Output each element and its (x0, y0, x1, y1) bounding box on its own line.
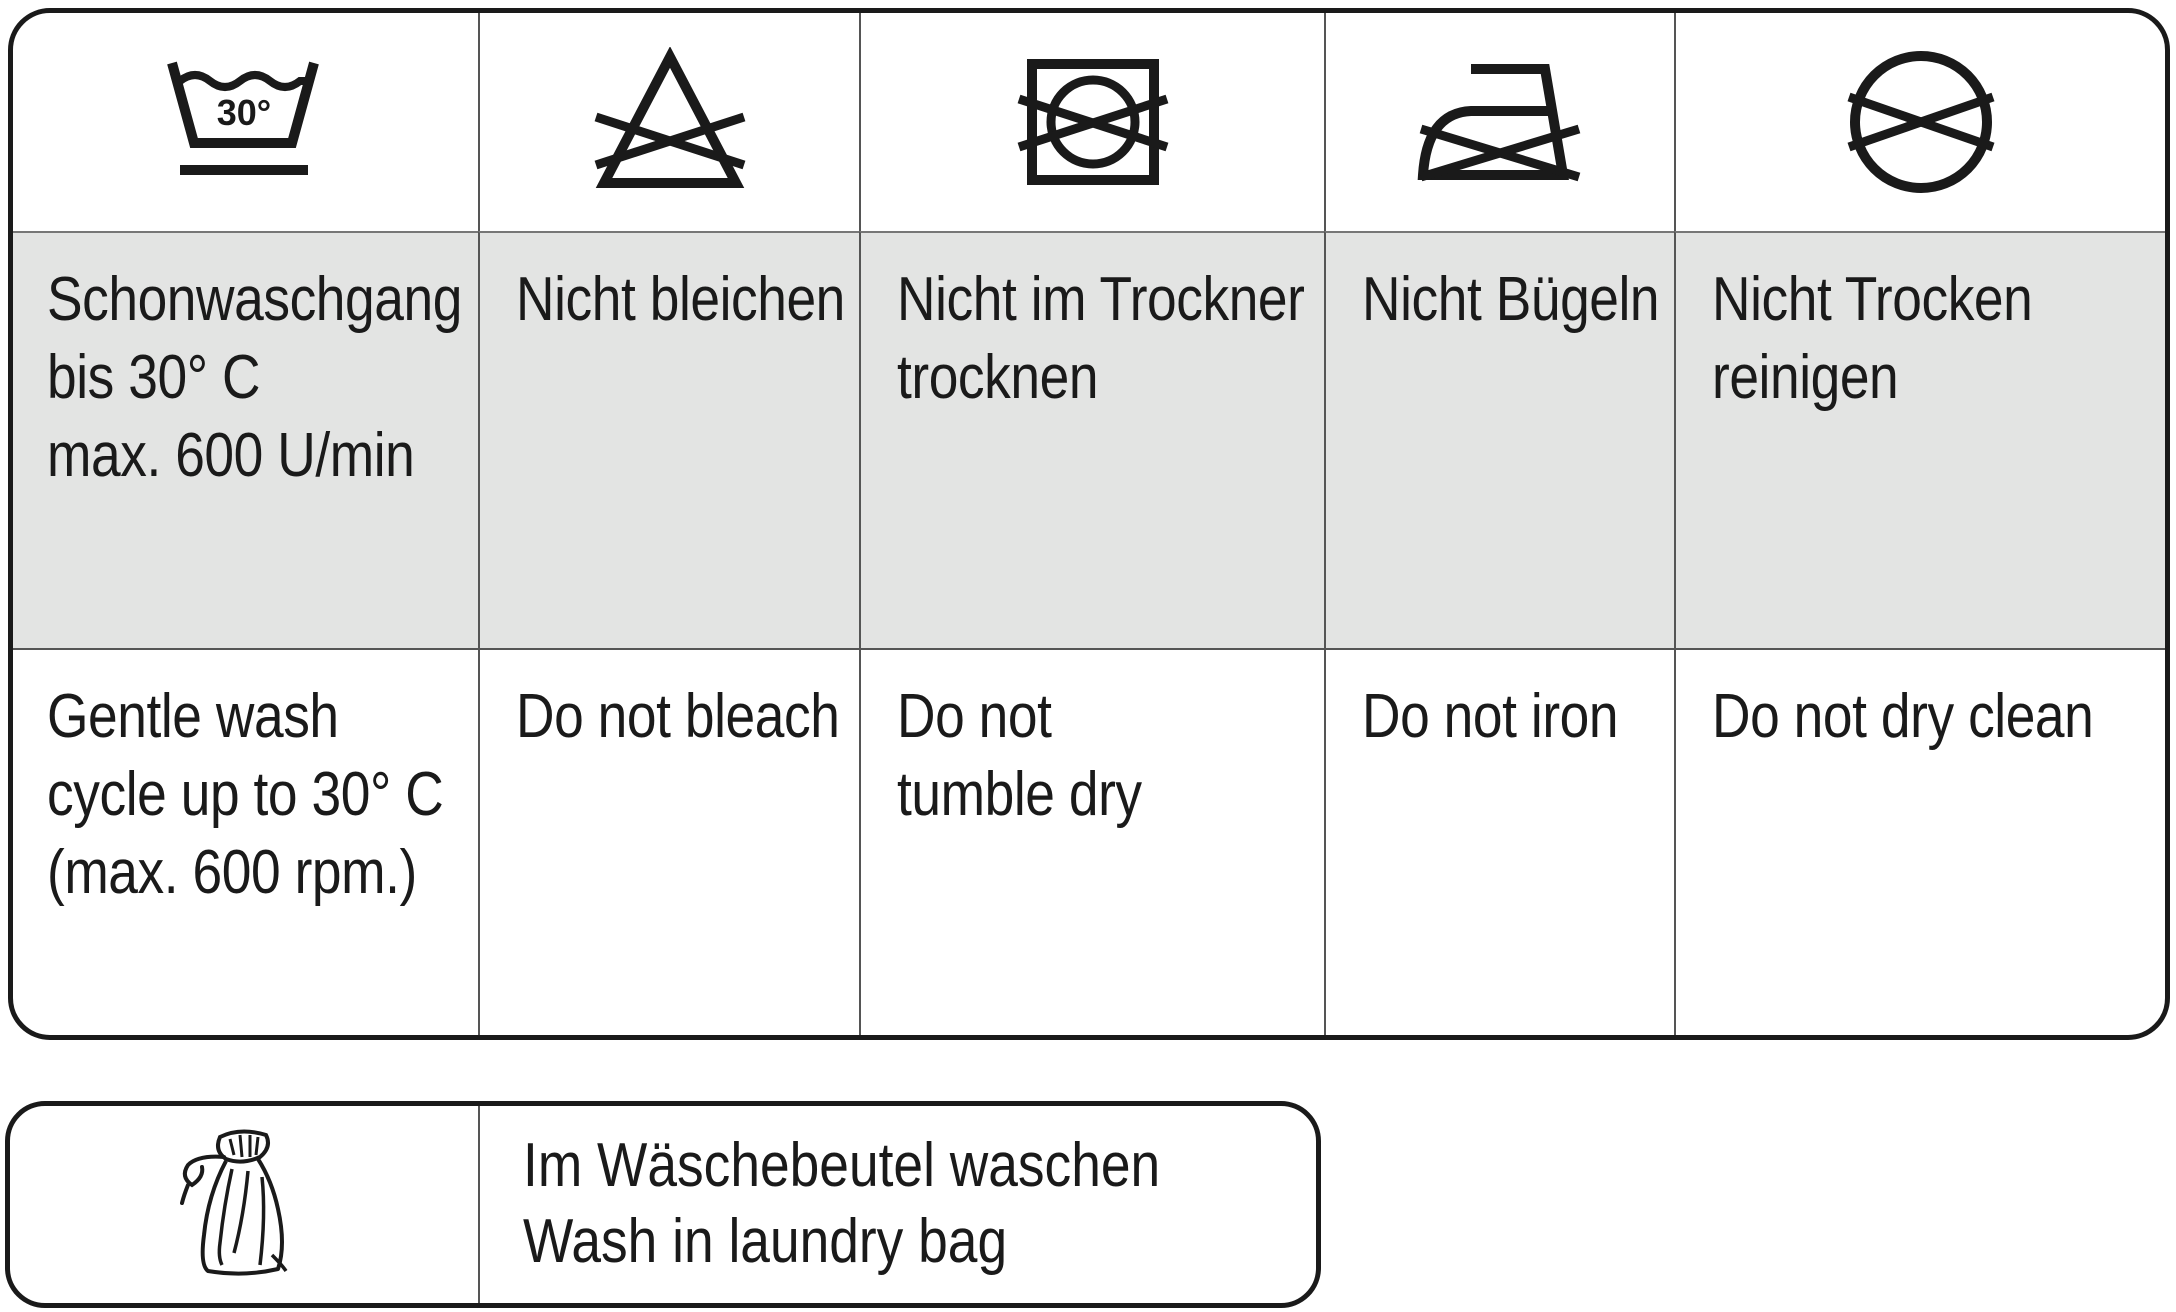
iron-english-cell (1324, 648, 1674, 1035)
care-instructions-table (8, 8, 2170, 1040)
wash-english-cell (13, 648, 478, 1035)
bleach-german-cell (478, 231, 859, 648)
bleach-english-text: Do not bleach (516, 682, 840, 751)
no-dry-clean-icon (1841, 47, 2001, 197)
wash-german-text: Schonwaschgang bis 30° C max. 600 U/min (47, 265, 462, 490)
iron-english-text: Do not iron (1362, 682, 1619, 751)
care-grid (13, 13, 2165, 1035)
dryclean-german-text: Nicht Trocken reinigen (1712, 265, 2033, 412)
tumble-german-cell (859, 231, 1324, 648)
bleach-german-text: Nicht bleichen (516, 265, 845, 334)
dryclean-english-cell (1674, 648, 2165, 1035)
laundry-bag-german-text: Im Wäschebeutel waschen (523, 1131, 1161, 1200)
bleach-english-cell (478, 648, 859, 1035)
laundry-bag-instruction (5, 1101, 1321, 1308)
wash-tub-30-gentle-icon (166, 57, 326, 187)
wash-german-cell (13, 231, 478, 648)
laundry-bag-text (523, 1128, 1160, 1280)
laundry-bag-icon (174, 1125, 314, 1285)
iron-german-text: Nicht Bügeln (1362, 265, 1660, 334)
tumble-german-text: Nicht im Trockner trocknen (897, 265, 1305, 412)
wash-english-text: Gentle wash cycle up to 30° C (max. 600 rpm.) (47, 682, 444, 907)
laundry-bag-english-text: Wash in laundry bag (523, 1207, 1008, 1276)
wash-temperature-label: 30° (216, 92, 271, 133)
tumble-english-cell (859, 648, 1324, 1035)
dryclean-english-text: Do not dry clean (1712, 682, 2094, 751)
wash-icon-cell (13, 13, 478, 231)
tumble-icon-cell (859, 13, 1324, 231)
tumble-english-text: Do not tumble dry (897, 682, 1142, 829)
dryclean-icon-cell (1674, 13, 2165, 231)
no-tumble-dry-icon (1013, 57, 1173, 187)
no-bleach-icon (590, 47, 750, 197)
dryclean-german-cell (1674, 231, 2165, 648)
iron-icon-cell (1324, 13, 1674, 231)
laundry-bag-icon-cell (10, 1106, 480, 1303)
iron-german-cell (1324, 231, 1674, 648)
no-iron-icon (1415, 57, 1585, 187)
bleach-icon-cell (478, 13, 859, 231)
